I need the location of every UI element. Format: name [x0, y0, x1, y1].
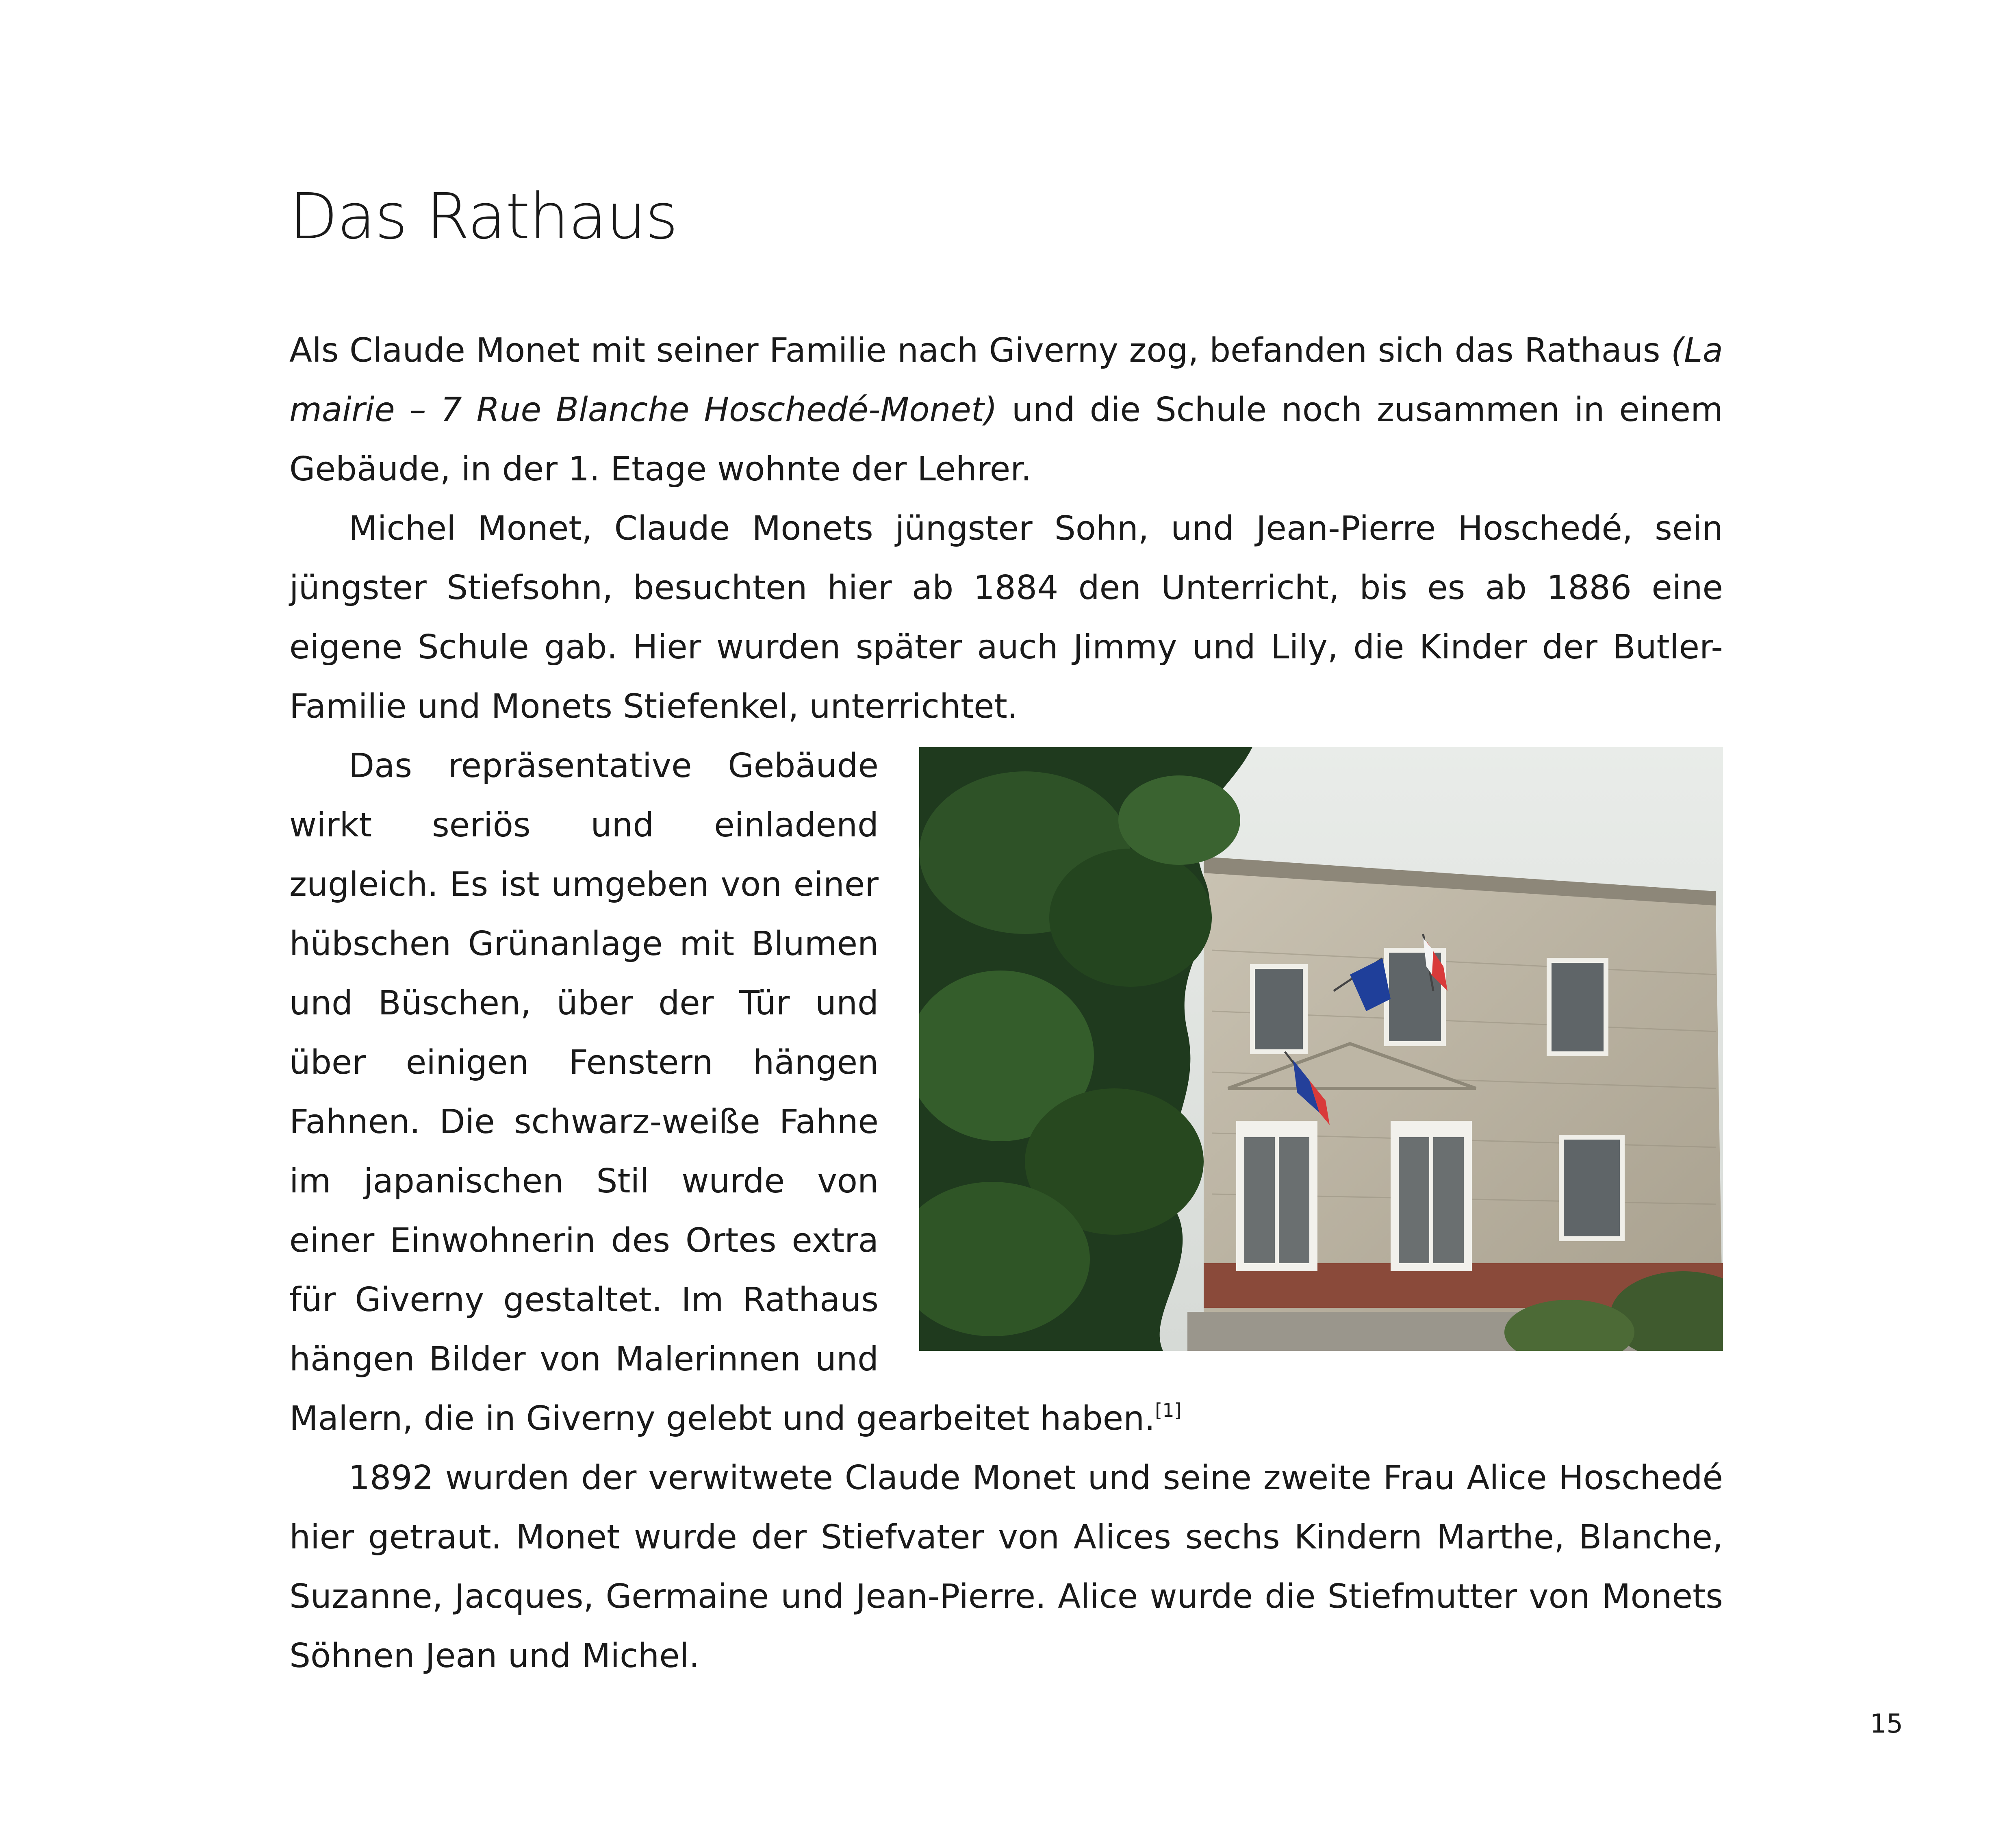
paragraph-3-text: Das repräsentative Gebäude wirkt seriös und einladend zugleich. Es ist umgeben von einer hübschen Grünanlage mit Blumen und Büschen, über der Tür und über einigen Fenstern hängen Fahnen. Die schwarz-weiße Fahne im japanischen Stil wurde von einer Einwohnerin des Ortes extra für Giverny gestaltet. Im Rathaus hängen Bilder von Malerinnen und Malern, die in Giverny gelebt und gearbeitet haben.: [289, 747, 1155, 1438]
page-number: 15: [1870, 1709, 1903, 1739]
paragraph-4: 1892 wurden der verwitwete Claude Monet und seine zweite Frau Alice Hoschedé hier getraut. Monet wurde der Stiefvater von Alices sechs Kindern Marthe, Blanche, Suzanne, Jacques, Germaine und Jean-Pierre. Alice wurde die Stiefmutter von Monets Söhnen Jean und Michel.: [289, 1459, 1723, 1675]
page-title: Das Rathaus: [289, 180, 677, 253]
town-hall-photo: [919, 747, 1723, 1351]
body-text: [289, 321, 1723, 1686]
paragraph-2: Michel Monet, Claude Monets jüngster Sohn, und Jean-Pierre Hoschedé, sein jüngster Stiefsohn, besuchten hier ab 1884 den Unterricht, bis es ab 1886 eine eigene Schule gab. Hier wurden später auch Jimmy und Lily, die Kinder der Butler-Familie und Monets Stiefenkel, unterrichtet.: [289, 509, 1723, 726]
paragraph-1-text-a: Als Claude Monet mit seiner Familie nach Giverny zog, befanden sich das Rathaus: [289, 331, 1671, 370]
town-hall-photo-illustration: [919, 747, 1723, 1351]
paragraph-1: [289, 321, 1723, 499]
footnote-reference[interactable]: [1]: [1155, 1399, 1182, 1421]
address-italic: (La mairie – 7 Rue Blanche Hoschedé-Monet): [289, 331, 1723, 429]
paragraph-1-text-b: und die Schule noch zusammen in einem Gebäude, in der 1. Etage wohnte der Lehrer.: [289, 391, 1723, 489]
